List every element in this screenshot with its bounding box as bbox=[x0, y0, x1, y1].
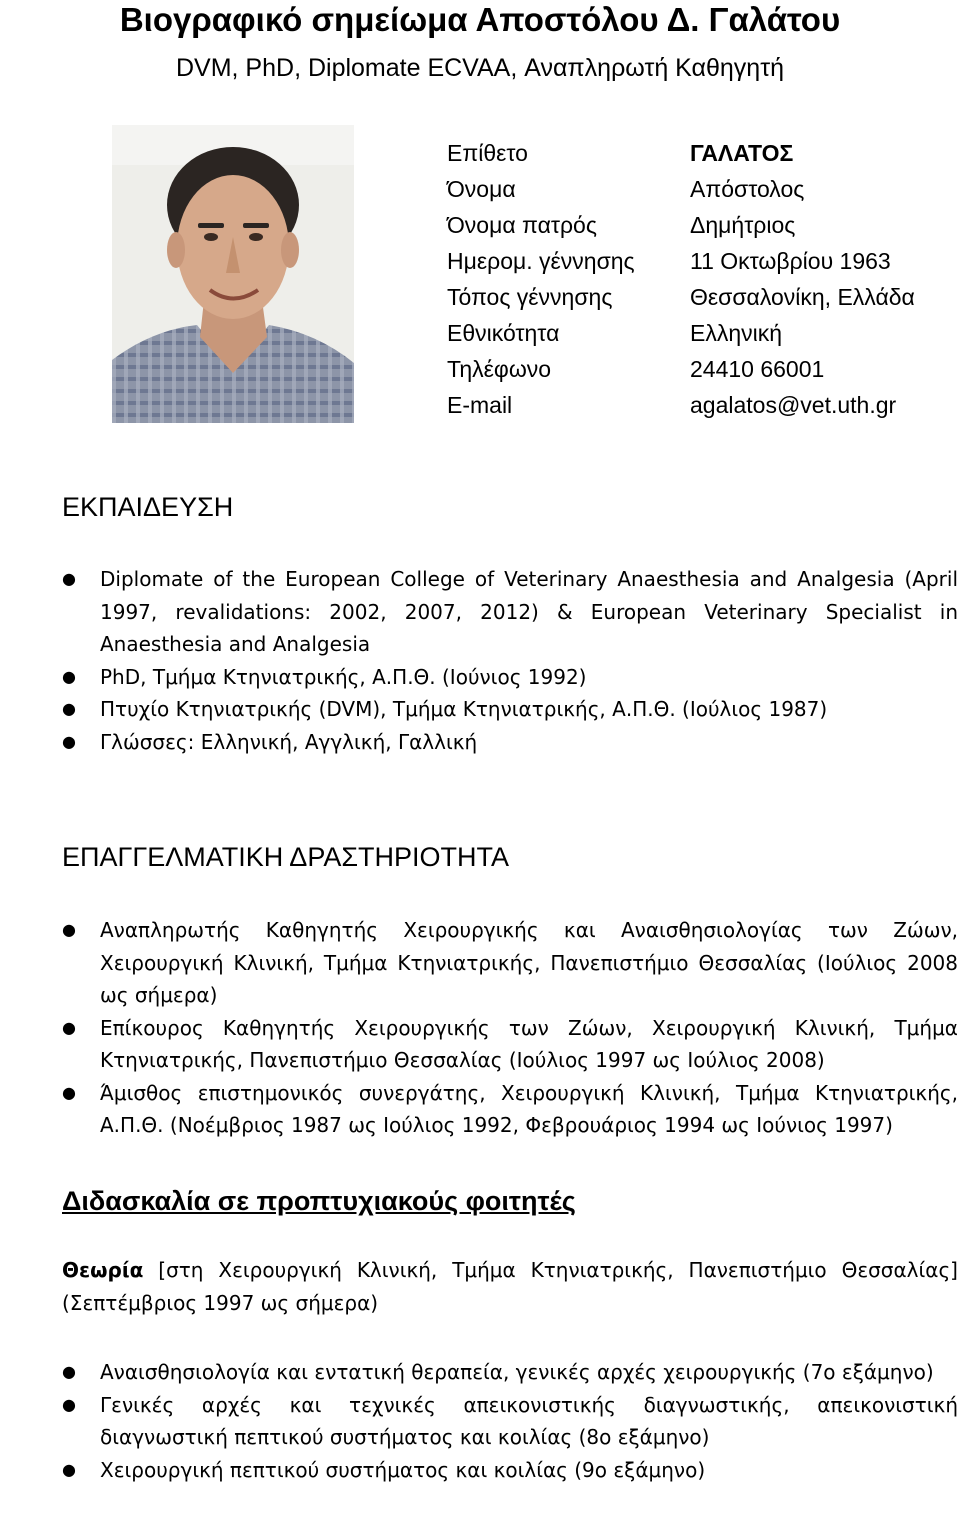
theory-paragraph bbox=[62, 1254, 958, 1319]
info-value: Απόστολος bbox=[690, 176, 805, 202]
education-heading: ΕΚΠΑΙΔΕΥΣΗ bbox=[62, 492, 234, 522]
info-label: Τόπος γέννησης bbox=[447, 284, 613, 310]
info-label: Εθνικότητα bbox=[447, 320, 560, 346]
info-label: Όνομα bbox=[447, 176, 516, 202]
info-row-phone bbox=[447, 351, 947, 387]
info-label: E-mail bbox=[447, 392, 513, 418]
professional-heading: ΕΠΑΓΓΕΛΜΑΤΙΚΗ ΔΡΑΣΤΗΡΙΟΤΗΤΑ bbox=[62, 842, 510, 872]
info-label: Ημερομ. γέννησης bbox=[447, 248, 635, 274]
list-item-text: Χειρουργική πεπτικού συστήματος και κοιλίας (9ο εξάμηνο) bbox=[100, 1457, 706, 1482]
list-item-text: Γλώσσες: Ελληνική, Αγγλική, Γαλλική bbox=[100, 729, 478, 754]
list-item-text: Επίκουρος Καθηγητής Χειρουργικής των Ζώων, Χειρουργική Κλινική, Τμήμα Κτηνιατρικής, Πανεπιστήμιο Θεσσαλίας (Ιούλιος 1997 ως Ιούλιος 2008) bbox=[100, 1015, 958, 1072]
list-item-text: PhD, Τμήμα Κτηνιατρικής, Α.Π.Θ. (Ιούνιος 1992) bbox=[100, 664, 587, 689]
bullet-icon: ● bbox=[62, 569, 76, 588]
professional-list bbox=[62, 914, 958, 1142]
info-row-name bbox=[447, 171, 947, 207]
info-value: 24410 66001 bbox=[690, 356, 825, 382]
info-row-nationality bbox=[447, 315, 947, 351]
bullet-icon: ● bbox=[62, 699, 76, 718]
list-item bbox=[62, 1389, 958, 1454]
info-value: Δημήτριος bbox=[690, 212, 796, 238]
list-item bbox=[62, 1077, 958, 1142]
teaching-list bbox=[62, 1356, 958, 1486]
teaching-heading: Διδασκαλία σε προπτυχιακούς φοιτητές bbox=[62, 1186, 576, 1216]
info-value: Θεσσαλονίκη, Ελλάδα bbox=[690, 284, 915, 310]
info-label: Επίθετο bbox=[447, 140, 528, 166]
info-value: 11 Οκτωβρίου 1963 bbox=[690, 248, 891, 274]
personal-info-table bbox=[447, 135, 947, 423]
info-label: Όνομα πατρός bbox=[447, 212, 597, 238]
page-title: Βιογραφικό σημείωμα Αποστόλου Δ. Γαλάτου bbox=[119, 1, 841, 38]
list-item bbox=[62, 726, 958, 759]
list-item-text: Πτυχίο Κτηνιατρικής (DVM), Τμήμα Κτηνιατρικής, Α.Π.Θ. (Ιούλιος 1987) bbox=[100, 697, 828, 721]
list-item bbox=[62, 1356, 958, 1389]
list-item bbox=[62, 1454, 958, 1487]
bullet-icon: ● bbox=[62, 1362, 76, 1381]
list-item-text: Αναισθησιολογία και εντατική θεραπεία, γενικές αρχές χειρουργικής (7ο εξάμηνο) bbox=[100, 1360, 934, 1384]
info-row-birth-date bbox=[447, 243, 947, 279]
info-row-email bbox=[447, 387, 947, 423]
bullet-icon: ● bbox=[62, 1459, 76, 1479]
info-value: ΓΑΛΑΤΟΣ bbox=[690, 140, 794, 166]
list-item-text: Γενικές αρχές και τεχνικές απεικονιστικής διαγνωστικής, απεικονιστική διαγνωστική πεπτικού συστήματος και κοιλίας (8ο εξάμηνο) bbox=[100, 1392, 958, 1449]
bullet-icon: ● bbox=[62, 731, 76, 751]
education-list bbox=[62, 563, 958, 758]
info-row-father-name bbox=[447, 207, 947, 243]
list-item bbox=[62, 1012, 958, 1077]
bullet-icon: ● bbox=[62, 1017, 76, 1037]
list-item bbox=[62, 563, 958, 661]
list-item-text: Αναπληρωτής Καθηγητής Χειρουργικής και Αναισθησιολογίας των Ζώων, Χειρουργική Κλινική, Τμήμα Κτηνιατρικής, Πανεπιστήμιο Θεσσαλίας (Ιούλιος 2008 ως σήμερα) bbox=[100, 918, 958, 1007]
list-item-text: Diplomate of the European College of Veterinary Anaesthesia and Analgesia (April 1997, revalidations: 2002, 2007, 2012) & European Veterinary Specialist in Anaesthesia and Analgesia bbox=[100, 567, 958, 656]
info-label: Τηλέφωνο bbox=[447, 356, 552, 382]
page-subtitle: DVM, PhD, Diplomate ECVAA, Αναπληρωτή Καθηγητή bbox=[175, 54, 784, 82]
list-item bbox=[62, 661, 958, 694]
info-row-birth-place bbox=[447, 279, 947, 315]
bullet-icon: ● bbox=[62, 666, 76, 686]
info-value: Ελληνική bbox=[690, 320, 783, 346]
bullet-icon: ● bbox=[62, 920, 76, 939]
bullet-icon: ● bbox=[62, 1082, 76, 1102]
bullet-icon: ● bbox=[62, 1394, 76, 1414]
info-row-surname bbox=[447, 135, 947, 171]
list-item bbox=[62, 914, 958, 1012]
list-item-text: Άμισθος επιστημονικός συνεργάτης, Χειρουργική Κλινική, Τμήμα Κτηνιατρικής, Α.Π.Θ. (Νοέμβριος 1987 ως Ιούλιος 1992, Φεβρουάριος 1994 ως Ιούνιος 1997) bbox=[100, 1080, 958, 1137]
info-value: agalatos@vet.uth.gr bbox=[690, 392, 897, 418]
theory-text: [στη Χειρουργική Κλινική, Τμήμα Κτηνιατρικής, Πανεπιστήμιο Θεσσαλίας] (Σεπτέμβριος 1997 ως σήμερα) bbox=[62, 1258, 958, 1315]
list-item bbox=[62, 693, 958, 726]
theory-label: Θεωρία bbox=[62, 1258, 144, 1282]
portrait-photo bbox=[112, 125, 354, 423]
